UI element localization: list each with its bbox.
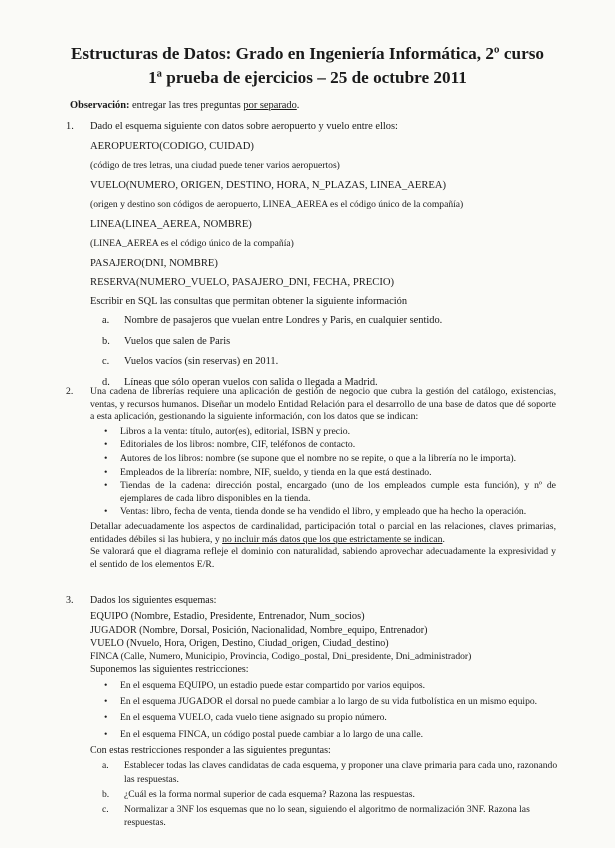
list-item: • Autores de los libros: nombre (se supone que el nombre no se repite, o que a la librería no le importa). bbox=[104, 452, 517, 464]
list-item: a. Establecer todas las claves candidatas de cada esquema, y proponer una clave primaria para cada uno, razonando las respuestas. bbox=[102, 760, 558, 785]
question-2-number: 2. bbox=[66, 386, 74, 397]
list-item: • En el esquema JUGADOR el dorsal no puede cambiar a lo largo de su vida futbolística en un mismo equipo. bbox=[104, 696, 538, 708]
question-1-intro: Dado el esquema siguiente con datos sobre aeropuerto y vuelo entre ellos: bbox=[90, 121, 398, 132]
observation-text: entregar las tres preguntas bbox=[129, 100, 244, 111]
question-1-number: 1. bbox=[66, 121, 74, 132]
q1-schema-aeropuerto: AEROPUERTO(CODIGO, CUIDAD) bbox=[90, 140, 254, 152]
observation-label: Observación: bbox=[70, 100, 130, 111]
question-3-restrictions-intro: Suponemos las siguientes restricciones: bbox=[90, 664, 249, 676]
observation-end: . bbox=[296, 100, 300, 111]
observation-note bbox=[70, 100, 299, 111]
question-3-intro: Dados los siguientes esquemas: bbox=[90, 595, 217, 606]
list-item: • Editoriales de los libros: nombre, CIF, teléfonos de contacto. bbox=[104, 439, 356, 451]
title-line-2: 1ª prueba de ejercicios – 25 de octubre 2011 bbox=[148, 68, 467, 87]
list-item: • En el esquema FINCA, un código postal puede cambiar a lo largo de una calle. bbox=[104, 728, 423, 740]
list-item: c. Vuelos vacíos (sin reservas) en 2011. bbox=[102, 356, 279, 367]
exam-title bbox=[0, 42, 615, 90]
question-3 bbox=[66, 594, 566, 832]
list-item: • Tiendas de la cadena: dirección postal, encargado (uno de los empleados cumple esta función), y nº de ejemplares de cada libro disponibles en la tienda. bbox=[104, 480, 556, 504]
list-item: d. Líneas que sólo operan vuelos con salida o llegada a Madrid. bbox=[102, 376, 378, 388]
question-3-bullets bbox=[104, 679, 560, 741]
q1-schema-vuelo: VUELO(NUMERO, ORIGEN, DESTINO, HORA, N_PLAZAS, LINEA_AEREA) bbox=[90, 179, 447, 191]
question-2-bullets bbox=[104, 426, 556, 519]
question-1-task: Escribir en SQL las consultas que permitan obtener la siguiente información bbox=[90, 295, 408, 307]
q1-schema-linea: LINEA(LINEA_AEREA, NOMBRE) bbox=[90, 218, 252, 230]
question-2 bbox=[66, 386, 566, 571]
question-1 bbox=[66, 120, 566, 396]
list-item: • Ventas: libro, fecha de venta, tienda donde se ha vendido el libro, y empleado que ha hecho la operación. bbox=[104, 506, 527, 518]
list-item: • Empleados de la librería: nombre, NIF, sueldo, y tienda en la que está destinado. bbox=[104, 466, 432, 478]
question-3-number: 3. bbox=[66, 595, 74, 606]
title-line-1: Estructuras de Datos: Grado en Ingeniería Informática, 2º curso bbox=[70, 44, 545, 63]
question-1-items bbox=[102, 314, 566, 389]
question-2-closing: Se valorará que el diagrama refleje el dominio con naturalidad, sabiendo aprovechar adecuadamente la expresividad y el sentido de los elementos E/R. bbox=[90, 546, 556, 570]
question-3-items bbox=[102, 759, 560, 829]
question-2-detail: Detallar adecuadamente los aspectos de cardinalidad, participación total o parcial en las relaciones, claves primarias, entidades débiles si las hubiera, y no incluir más datos que los que estrictamente se indican. bbox=[90, 520, 556, 545]
list-item: c. Normalizar a 3NF los esquemas que no lo sean, siguiendo el algoritmo de normalización 3NF. Razona las respuestas. bbox=[102, 804, 530, 829]
list-item: • En el esquema EQUIPO, un estadio puede estar compartido por varios equipos. bbox=[104, 679, 426, 691]
question-3-questions-intro: Con estas restricciones responder a las siguientes preguntas: bbox=[90, 744, 331, 756]
q3-schema-equipo: EQUIPO (Nombre, Estadio, Presidente, Entrenador, Num_socios) bbox=[90, 611, 365, 623]
q1-schema-note: (código de tres letras, una ciudad puede tener varios aeropuertos) bbox=[90, 160, 340, 171]
q3-schema-finca: FINCA (Calle, Numero, Municipio, Provincia, Codigo_postal, Dni_presidente, Dni_administrador) bbox=[90, 651, 472, 663]
q1-schema-note: (LINEA_AEREA es el código único de la compañía) bbox=[90, 238, 294, 249]
list-item: b. Vuelos que salen de Paris bbox=[102, 335, 231, 347]
q3-schema-jugador: JUGADOR (Nombre, Dorsal, Posición, Nacionalidad, Nombre_equipo, Entrenador) bbox=[90, 624, 428, 636]
q1-schema-reserva: RESERVA(NUMERO_VUELO, PASAJERO_DNI, FECHA, PRECIO) bbox=[90, 277, 395, 288]
q1-schema-note: (origen y destino son códigos de aeropuerto, LINEA_AEREA es el código único de la compañía) bbox=[90, 199, 464, 210]
q3-schema-vuelo: VUELO (Nvuelo, Hora, Origen, Destino, Ciudad_origen, Ciudad_destino) bbox=[90, 637, 389, 649]
list-item: • Libros a la venta: título, autor(es), editorial, ISBN y precio. bbox=[104, 425, 351, 437]
list-item: b. ¿Cuál es la forma normal superior de cada esquema? Razona las respuestas. bbox=[102, 788, 415, 800]
question-2-intro: Una cadena de librerías requiere una aplicación de gestión de negocio que cubra la gestión del catálogo, existencias, ventas, y recursos humanos. Diseñar un modelo Entidad Relación para el desarrollo de una base de datos que dé soporte a esta aplicación, gestionando la siguiente información, con los datos que se indican: bbox=[90, 386, 556, 423]
q1-schema-pasajero: PASAJERO(DNI, NOMBRE) bbox=[90, 257, 218, 269]
observation-underlined: por separado bbox=[243, 100, 297, 111]
list-item: a. Nombre de pasajeros que vuelan entre Londres y Paris, en cualquier sentido. bbox=[102, 315, 443, 326]
list-item: • En el esquema VUELO, cada vuelo tiene asignado su propio número. bbox=[104, 712, 387, 724]
